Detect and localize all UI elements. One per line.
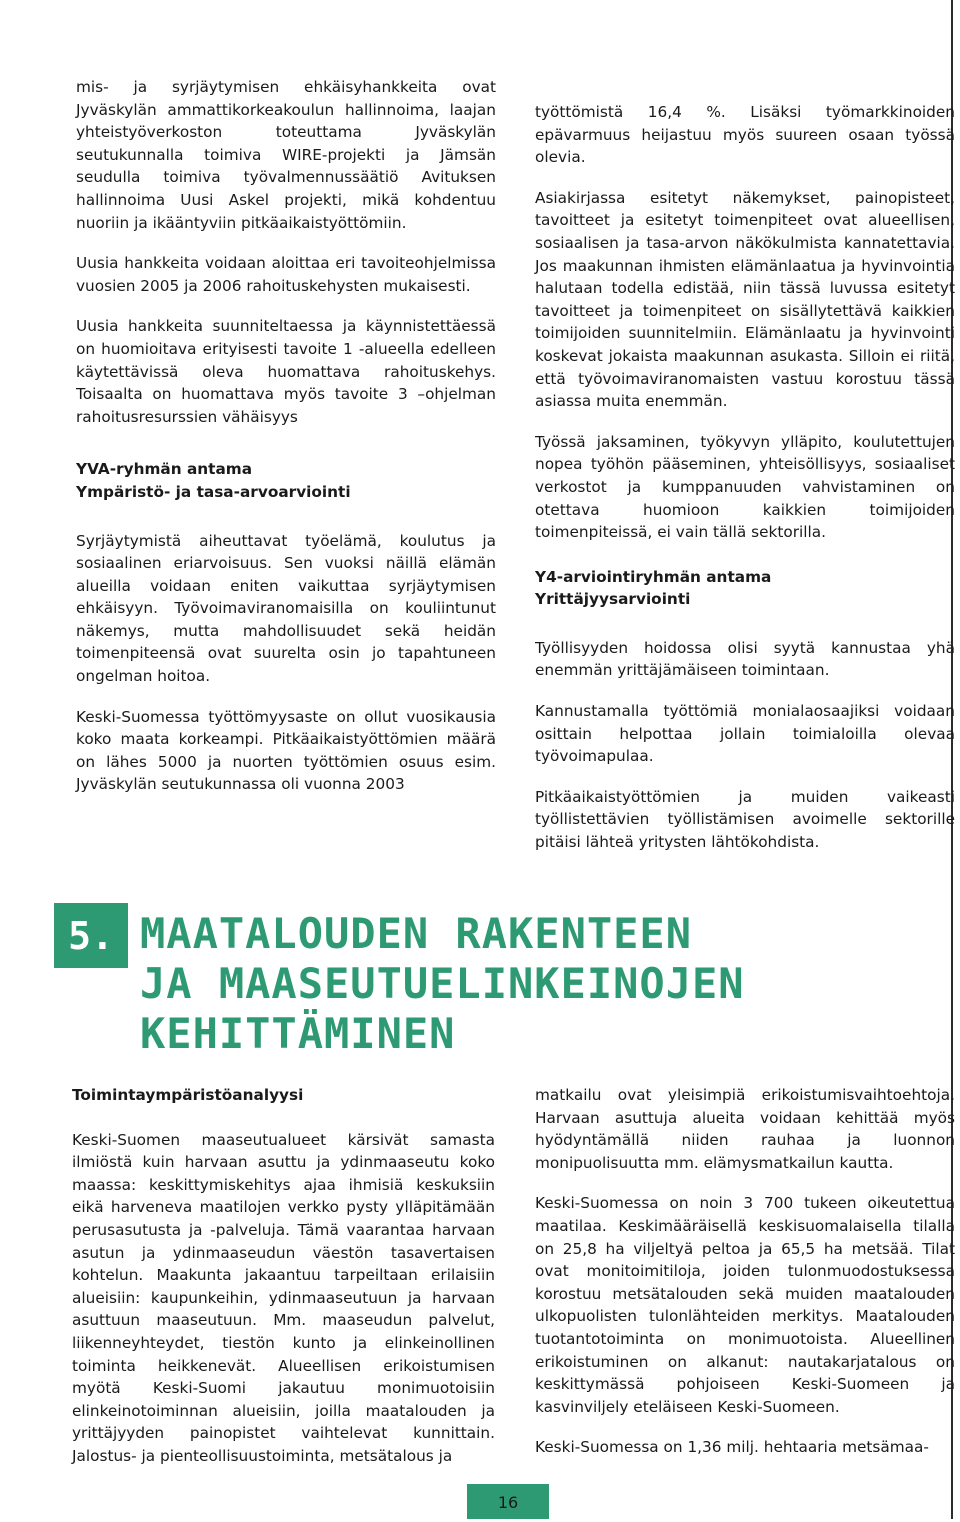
paragraph: Pitkäaikaistyöttömien ja muiden vaikeasti työllistettävien työllistämisen avoimelle sektorille pitäisi lähteä yritysten lähtökohdista. — [535, 787, 955, 852]
paragraph: Työssä jaksaminen, työkyvyn ylläpito, koulutettujen nopea työhön pääseminen, yhteisöllisyys, sosiaaliset verkostot ja kumppanuuden vahvistaminen on otettava huomioon kaikkien toimijoiden toimenpiteissä, ei vain tällä sektorilla. — [535, 432, 955, 542]
paragraph: Keski-Suomen maaseutualueet kärsivät samasta ilmiöstä kuin harvaan asuttu ja ydinmaaseutu koko maassa: keskittymiskehitys ajaa ihmisiä keskuksiin eikä harveneva maatilojen verkko pysty ylläpitämään perusasutusta ja -palveluja. Tämä vaarantaa harvaan asutun ja ydinmaaseudun väestön tasavertaisen kohtelun. Maakunta jakaantuu tarpeiltaan erilaisiin alueisiin: kaupunkeihin, ydinmaaseutuun ja harvaan asuttuun maaseutuun. Mm. maaseudun palvelut, liikenneyhteydet, tiestön kunto ja elinkeinollinen toiminta heikkenevät. Alueellisen erikoistumisen myötä Keski-Suomi jakautuu monimuotoisiin elinkeinotoiminnan alueisiin, joilla maatalouden ja yrittäjyyden painopistet vaihtelevat kunnittain. Jalostus- ja pienteollisuustoiminta, metsätalous ja — [72, 1130, 495, 1465]
section-heading-line: Ympäristö- ja tasa-arvoarviointi — [76, 482, 351, 501]
paragraph: mis- ja syrjäytymisen ehkäisyhankkeita ovat Jyväskylän ammattikorkeakoulun hallinnoima, laajan yhteistyöverkoston toteuttama Jyväskylän seutukunnalla toimiva WIRE-projekti ja Jämsän seudulla toimiva työvalmennussäätiö Avituksen hallinnoima Uusi Askel projekti, mikä kohdentuu nuoriin ja ikääntyviin pitkäaikaistyöttömiin. — [76, 78, 496, 232]
paragraph: Keski-Suomessa on 1,36 milj. hehtaaria metsämaa- — [535, 1438, 929, 1457]
section-heading — [535, 566, 955, 611]
chapter-title — [140, 909, 920, 1059]
section-heading-line: YVA-ryhmän antama — [76, 460, 253, 479]
section-heading-line: Yrittäjyysarviointi — [535, 590, 691, 609]
bottom-left-column — [72, 1084, 495, 1486]
paragraph: Keski-Suomessa on noin 3 700 tukeen oikeutettua maatilaa. Keskimääräisellä keskisuomalaisella tilalla on 25,8 ha viljeltyä peltoa ja 65,5 ha metsää. Tilat ovat monitoimitiloja, joiden tulonmuodostuksessa korostuu metsätalouden sekä muiden maatalouden ulkopuolisten tulonlähteiden merkitys. Maatalouden tuotantotoiminta on monimuotoista. Alueellinen erikoistuminen on alkanut: nautakarjatalous on keskittymässä pohjoiseen Keski-Suomeen ja kasvinviljely eteläiseen Keski-Suomeen. — [535, 1194, 955, 1416]
paragraph: Keski-Suomessa työttömyysaste on ollut vuosikausia koko maata korkeampi. Pitkäaikaistyöttömien määrä on lähes 5000 ja nuorten työttömien osuus esim. Jyväskylän seutukunnassa oli vuonna 2003 — [76, 707, 496, 794]
top-right-column — [535, 101, 955, 872]
paragraph: matkailu ovat yleisimpiä erikoistumisvaihtoehtoja. Harvaan asuttuja alueita voidaan kehittää myös hyödyntämällä niiden rauhaa ja luonnon monipuolisuutta mm. elämysmatkailun kautta. — [535, 1086, 955, 1172]
paragraph: työttömistä 16,4 %. Lisäksi työmarkkinoiden epävarmuus heijastuu myös suureen osaan työssä olevia. — [535, 103, 955, 167]
bottom-right-column — [535, 1084, 955, 1477]
chapter-title-line: JA MAASEUTUELINKEINOJEN — [140, 959, 745, 1008]
page-number-box — [467, 1484, 549, 1519]
section-heading: Toimintaympäristöanalyysi — [72, 1086, 304, 1104]
top-left-column — [76, 76, 496, 814]
paragraph: Uusia hankkeita voidaan aloittaa eri tavoiteohjelmissa vuosien 2005 ja 2006 rahoituskehysten mukaisesti. — [76, 254, 496, 295]
paragraph: Asiakirjassa esitetyt näkemykset, painopisteet, tavoitteet ja esitetyt toimenpiteet ovat alueellisen, sosiaalisen ja tasa-arvon näkökulmista kannatettavia. Jos maakunnan ihmisten elämänlaatua ja hyvinvointia halutaan todella edistää, niin tässä luvussa esitetyt tavoitteet ja toimenpiteet on sisällytettävä kaikkien toimijoiden suunnitelmiin. Elämänlaatu ja hyvinvointi koskevat jokaista maakunnan asukasta. Silloin ei riitä, että työvoimaviranomaisten vastuu korostuu tässä asiassa muita enemmän. — [535, 188, 955, 411]
paragraph: Syrjäytymistä aiheuttavat työelämä, koulutus ja sosiaalinen eriarvoisuus. Sen vuoksi näillä elämän alueilla voidaan eniten vaikuttaa syrjäytymisen ehkäisyyn. Työvoimaviranomaisilla on kouliintunut näkemys, mutta mahdollisuudet sekä heidän toimenpiteensä ovat suurelta osin jo tapahtuneen ongelman hoitoa. — [76, 531, 496, 686]
paragraph: Uusia hankkeita suunniteltaessa ja käynnistettäessä on huomioitava erityisesti tavoite 1 -alueella edelleen käytettävissä oleva huomattava rahoituskehys. Toisaalta on huomattava myös tavoite 3 –ohjelman rahoitusresurssien vähäisyys — [76, 317, 496, 426]
paragraph: Kannustamalla työttömiä monialaosaajiksi voidaan osittain helpottaa jollain toimialoilla olevaa työvoimapulaa. — [535, 702, 955, 766]
chapter-number: 5. — [68, 914, 114, 958]
chapter-number-box — [54, 903, 128, 968]
page-number: 16 — [497, 1493, 519, 1512]
section-heading-line: Y4-arviointiryhmän antama — [535, 567, 772, 586]
section-heading — [76, 458, 496, 503]
paragraph: Työllisyyden hoidossa olisi syytä kannustaa yhä enemmän yrittäjämäiseen toimintaan. — [535, 638, 955, 680]
chapter-title-line: MAATALOUDEN RAKENTEEN — [140, 909, 693, 958]
chapter-title-line: KEHITTÄMINEN — [140, 1009, 456, 1058]
